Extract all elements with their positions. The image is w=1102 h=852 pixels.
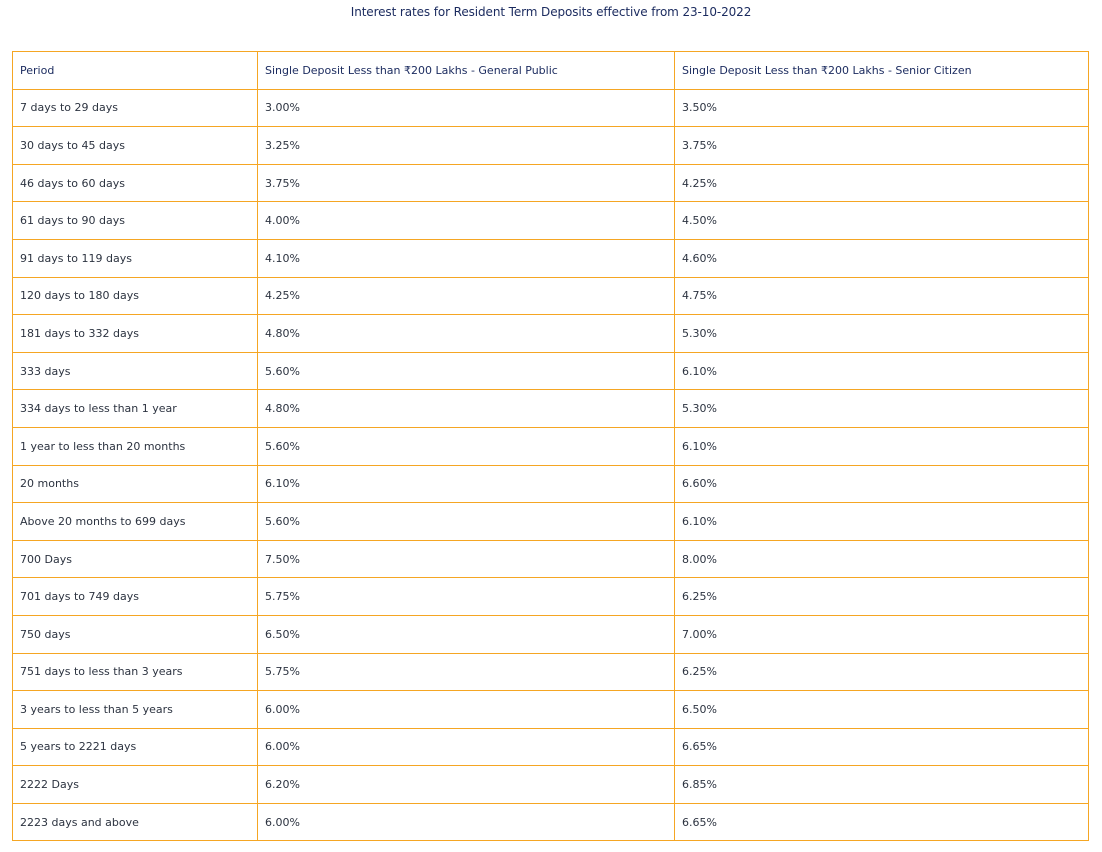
period-cell: 701 days to 749 days bbox=[13, 578, 258, 616]
senior-citizen-rate-cell: 3.50% bbox=[675, 89, 1089, 127]
table-row bbox=[13, 503, 1089, 541]
header-period: Period bbox=[13, 52, 258, 90]
period-cell: 3 years to less than 5 years bbox=[13, 691, 258, 729]
senior-citizen-rate-cell: 3.75% bbox=[675, 127, 1089, 165]
table-row bbox=[13, 164, 1089, 202]
senior-citizen-rate-cell: 6.10% bbox=[675, 427, 1089, 465]
general-public-rate-cell: 5.60% bbox=[258, 503, 675, 541]
general-public-rate-cell: 4.00% bbox=[258, 202, 675, 240]
senior-citizen-rate-cell: 5.30% bbox=[675, 390, 1089, 428]
table-row bbox=[13, 803, 1089, 841]
general-public-rate-cell: 6.00% bbox=[258, 803, 675, 841]
table-row bbox=[13, 202, 1089, 240]
period-cell: 334 days to less than 1 year bbox=[13, 390, 258, 428]
table-row bbox=[13, 540, 1089, 578]
general-public-rate-cell: 4.25% bbox=[258, 277, 675, 315]
period-cell: 61 days to 90 days bbox=[13, 202, 258, 240]
senior-citizen-rate-cell: 6.85% bbox=[675, 766, 1089, 804]
general-public-rate-cell: 4.10% bbox=[258, 239, 675, 277]
period-cell: 333 days bbox=[13, 352, 258, 390]
table-row bbox=[13, 352, 1089, 390]
table-row bbox=[13, 315, 1089, 353]
table-row bbox=[13, 239, 1089, 277]
period-cell: 5 years to 2221 days bbox=[13, 728, 258, 766]
page-title: Interest rates for Resident Term Deposits effective from 23-10-2022 bbox=[350, 5, 752, 19]
general-public-rate-cell: 6.20% bbox=[258, 766, 675, 804]
table-header-row bbox=[13, 52, 1089, 90]
general-public-rate-cell: 7.50% bbox=[258, 540, 675, 578]
header-general-public: Single Deposit Less than ₹200 Lakhs - General Public bbox=[258, 52, 675, 90]
table-row bbox=[13, 89, 1089, 127]
senior-citizen-rate-cell: 6.65% bbox=[675, 803, 1089, 841]
senior-citizen-rate-cell: 4.60% bbox=[675, 239, 1089, 277]
senior-citizen-rate-cell: 6.60% bbox=[675, 465, 1089, 503]
general-public-rate-cell: 3.00% bbox=[258, 89, 675, 127]
general-public-rate-cell: 4.80% bbox=[258, 315, 675, 353]
general-public-rate-cell: 3.25% bbox=[258, 127, 675, 165]
period-cell: 750 days bbox=[13, 615, 258, 653]
senior-citizen-rate-cell: 7.00% bbox=[675, 615, 1089, 653]
period-cell: 181 days to 332 days bbox=[13, 315, 258, 353]
interest-rates-table bbox=[12, 51, 1089, 841]
period-cell: 751 days to less than 3 years bbox=[13, 653, 258, 691]
period-cell: 7 days to 29 days bbox=[13, 89, 258, 127]
table-row bbox=[13, 766, 1089, 804]
senior-citizen-rate-cell: 6.10% bbox=[675, 352, 1089, 390]
senior-citizen-rate-cell: 6.50% bbox=[675, 691, 1089, 729]
header-senior-citizen: Single Deposit Less than ₹200 Lakhs - Senior Citizen bbox=[675, 52, 1089, 90]
general-public-rate-cell: 3.75% bbox=[258, 164, 675, 202]
table-row bbox=[13, 427, 1089, 465]
period-cell: 30 days to 45 days bbox=[13, 127, 258, 165]
period-cell: 2223 days and above bbox=[13, 803, 258, 841]
period-cell: 2222 Days bbox=[13, 766, 258, 804]
general-public-rate-cell: 4.80% bbox=[258, 390, 675, 428]
table-row bbox=[13, 390, 1089, 428]
senior-citizen-rate-cell: 4.75% bbox=[675, 277, 1089, 315]
senior-citizen-rate-cell: 6.25% bbox=[675, 653, 1089, 691]
general-public-rate-cell: 6.00% bbox=[258, 691, 675, 729]
general-public-rate-cell: 6.10% bbox=[258, 465, 675, 503]
table-row bbox=[13, 127, 1089, 165]
table-body bbox=[13, 89, 1089, 841]
period-cell: 20 months bbox=[13, 465, 258, 503]
senior-citizen-rate-cell: 8.00% bbox=[675, 540, 1089, 578]
table-row bbox=[13, 653, 1089, 691]
general-public-rate-cell: 5.75% bbox=[258, 578, 675, 616]
senior-citizen-rate-cell: 6.65% bbox=[675, 728, 1089, 766]
senior-citizen-rate-cell: 4.50% bbox=[675, 202, 1089, 240]
general-public-rate-cell: 5.75% bbox=[258, 653, 675, 691]
period-cell: 46 days to 60 days bbox=[13, 164, 258, 202]
period-cell: 91 days to 119 days bbox=[13, 239, 258, 277]
period-cell: 700 Days bbox=[13, 540, 258, 578]
senior-citizen-rate-cell: 6.10% bbox=[675, 503, 1089, 541]
period-cell: 1 year to less than 20 months bbox=[13, 427, 258, 465]
general-public-rate-cell: 6.50% bbox=[258, 615, 675, 653]
table-row bbox=[13, 277, 1089, 315]
table-row bbox=[13, 578, 1089, 616]
general-public-rate-cell: 5.60% bbox=[258, 352, 675, 390]
senior-citizen-rate-cell: 5.30% bbox=[675, 315, 1089, 353]
period-cell: 120 days to 180 days bbox=[13, 277, 258, 315]
senior-citizen-rate-cell: 6.25% bbox=[675, 578, 1089, 616]
period-cell: Above 20 months to 699 days bbox=[13, 503, 258, 541]
table-row bbox=[13, 465, 1089, 503]
senior-citizen-rate-cell: 4.25% bbox=[675, 164, 1089, 202]
table-row bbox=[13, 691, 1089, 729]
table-row bbox=[13, 728, 1089, 766]
table-row bbox=[13, 615, 1089, 653]
general-public-rate-cell: 6.00% bbox=[258, 728, 675, 766]
general-public-rate-cell: 5.60% bbox=[258, 427, 675, 465]
